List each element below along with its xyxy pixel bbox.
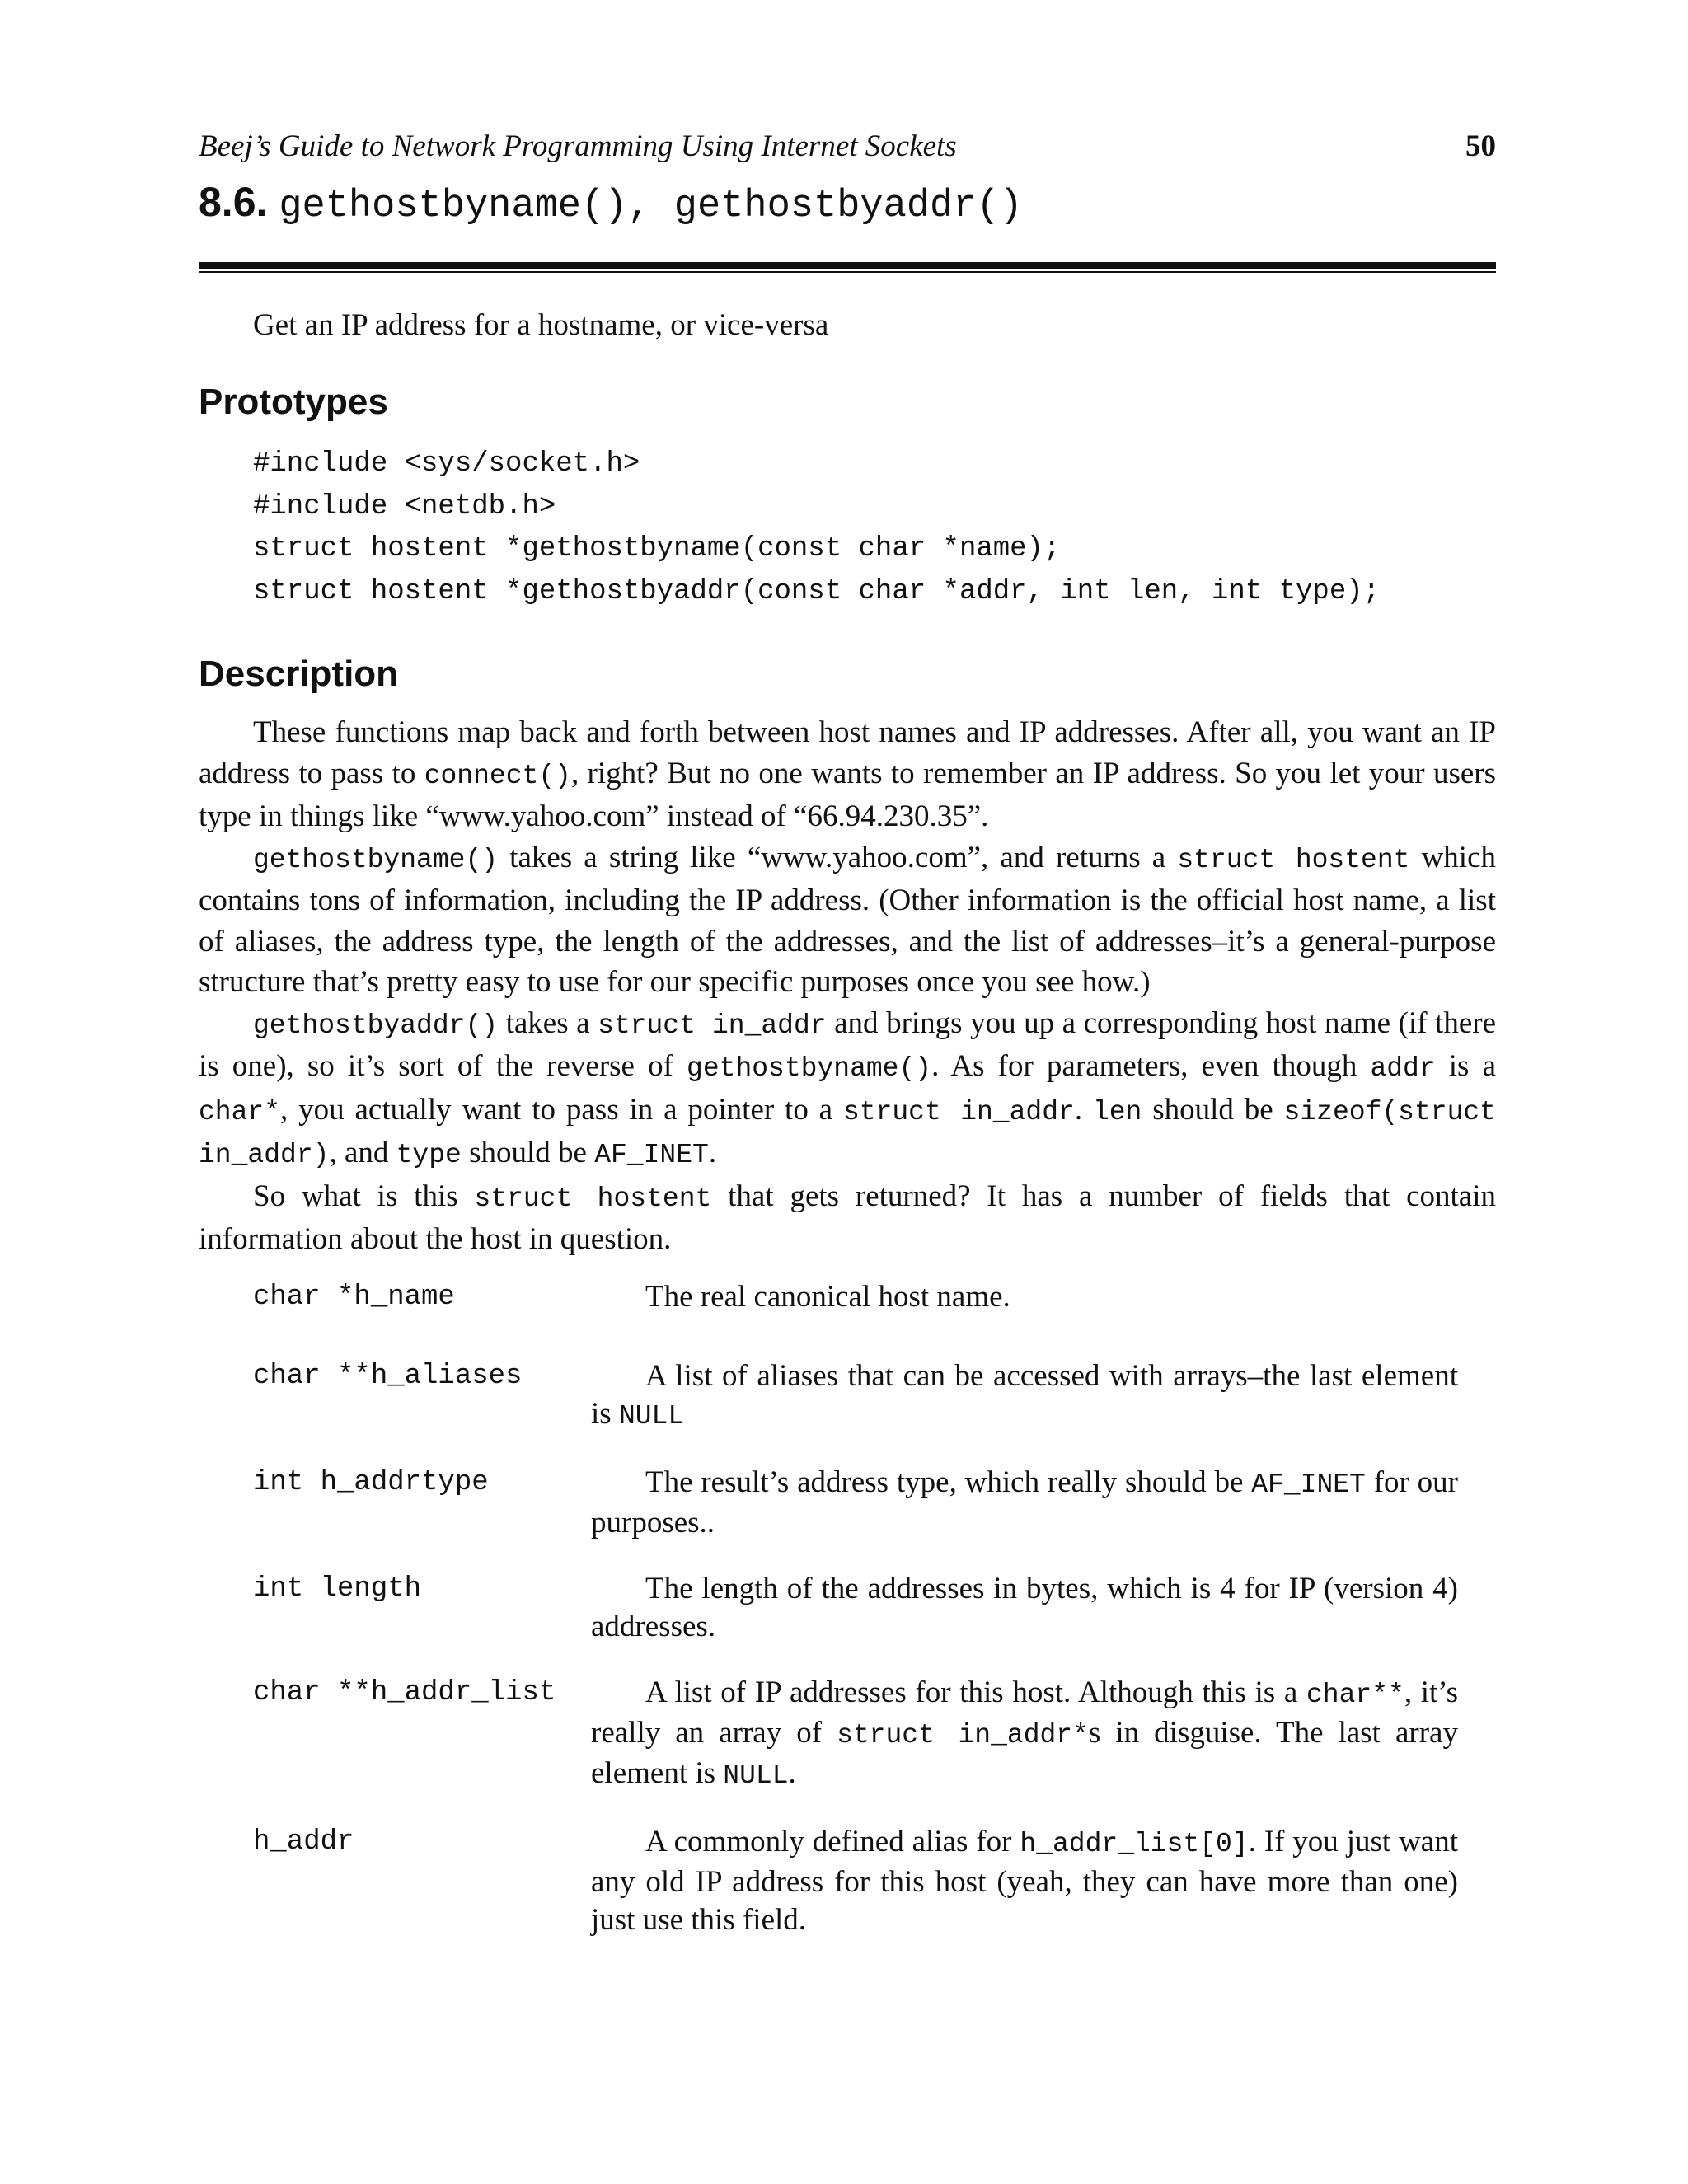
prototypes-heading: Prototypes — [199, 382, 388, 422]
title-rule-thin — [199, 271, 1496, 273]
running-header — [199, 124, 1496, 170]
text: A commonly defined alias for — [645, 1824, 1020, 1858]
text: takes a — [498, 1005, 598, 1040]
paragraph-3 — [199, 1003, 1496, 1176]
code-line: #include <sys/socket.h> — [253, 448, 640, 480]
text: . As for parameters, even though — [931, 1049, 1371, 1083]
text: s in disguise. The last array element is — [591, 1715, 1458, 1790]
section-title — [199, 175, 1496, 234]
text: The result’s address type, which really should be — [645, 1465, 1252, 1499]
field-row-h-name — [199, 1278, 1496, 1316]
text: . — [708, 1136, 717, 1169]
text: should be — [461, 1136, 595, 1169]
text: The length of the addresses in bytes, which is 4 for IP (version 4) addresses. — [591, 1571, 1458, 1643]
text: The real canonical host name. — [645, 1279, 1010, 1314]
code-term: gethostbyaddr() — [253, 1010, 499, 1041]
text: should be — [1142, 1092, 1284, 1127]
field-description — [591, 1464, 1458, 1542]
text: , and — [329, 1136, 396, 1169]
field-row-h-addr — [199, 1823, 1496, 1939]
text: which contains tons of information, including the IP address. (Other information is the official host name, a list of aliases, the address type, the length of the addresses, and the list of addresses–it’s a general-purpose structure that’s pretty easy to use for our specific purposes once you see how.) — [199, 840, 1496, 999]
code-term: type — [396, 1140, 462, 1170]
code-term: struct in_addr — [842, 1096, 1075, 1127]
code-line: #include <netdb.h> — [253, 490, 556, 523]
running-title: Beej’s Guide to Network Programming Using Internet Sockets — [199, 129, 957, 163]
field-name: char **h_addr_list — [253, 1676, 556, 1708]
text: is a — [1435, 1049, 1496, 1083]
field-name: char **h_aliases — [253, 1360, 523, 1392]
section-number: 8.6. — [199, 179, 268, 225]
text: , you actually want to pass in a pointer to a — [280, 1092, 843, 1127]
description-body — [199, 712, 1496, 1260]
code-term: struct hostent — [1177, 844, 1410, 875]
field-row-h-addr-list — [199, 1674, 1496, 1795]
code-term: struct hostent — [474, 1183, 712, 1214]
text: . — [1074, 1092, 1093, 1127]
prototypes-code — [199, 443, 1496, 613]
text: A list of IP addresses for this host. Although this is a — [645, 1675, 1306, 1709]
page — [199, 124, 1496, 1939]
field-name: char *h_name — [253, 1281, 455, 1313]
code-term: NULL — [723, 1760, 789, 1791]
text: These functions map back and forth between host names and IP addresses. After all, you want an IP address to pass to — [199, 715, 1496, 790]
hostent-field-list — [199, 1278, 1496, 1939]
field-row-h-addrtype — [199, 1464, 1496, 1542]
text: , it’s really an array of — [591, 1675, 1458, 1750]
code-term: struct in_addr — [598, 1010, 827, 1041]
field-name: int length — [253, 1572, 422, 1605]
page-number: 50 — [1465, 129, 1496, 163]
code-term: NULL — [618, 1400, 685, 1432]
text: takes a string like “www.yahoo.com”, and returns a — [498, 840, 1178, 874]
code-term: h_addr_list[0] — [1020, 1828, 1249, 1859]
code-term: addr — [1370, 1053, 1436, 1084]
text: for our purposes.. — [591, 1465, 1458, 1540]
code-line: struct hostent *gethostbyaddr(const char *addr, int len, int type); — [253, 575, 1381, 607]
code-term: sizeof(struct in_addr) — [199, 1096, 1496, 1170]
field-description — [591, 1278, 1458, 1316]
field-description — [591, 1357, 1458, 1436]
code-term: AF_INET — [594, 1140, 709, 1170]
paragraph-2 — [199, 837, 1496, 1003]
text: , right? But no one wants to remember an IP address. So you let your users type in things like “www.yahoo.com” instead of “66.94.230.35”. — [199, 756, 1496, 833]
title-rule-thick — [199, 262, 1496, 269]
field-description — [591, 1674, 1458, 1795]
paragraph-1 — [199, 712, 1496, 837]
field-row-h-aliases — [199, 1357, 1496, 1436]
field-row-length — [199, 1570, 1496, 1646]
field-name: int h_addrtype — [253, 1466, 489, 1498]
code-term: AF_INET — [1251, 1469, 1366, 1500]
text: A list of aliases that can be accessed with arrays–the last element is — [591, 1358, 1458, 1431]
code-term: gethostbyname() — [253, 844, 499, 875]
code-term: len — [1092, 1096, 1142, 1127]
field-description — [591, 1570, 1458, 1646]
summary-line: Get an IP address for a hostname, or vice-versa — [253, 308, 829, 342]
section-functions: gethostbyname(), gethostbyaddr() — [279, 185, 1023, 228]
code-line: struct hostent *gethostbyname(const char *name); — [253, 533, 1061, 565]
code-term: char* — [199, 1096, 281, 1127]
text: . — [788, 1755, 796, 1790]
text: . If you just want any old IP address for this host (yeah, they can have more than one) just use this field. — [591, 1824, 1458, 1937]
field-name: h_addr — [253, 1825, 354, 1858]
code-term: connect() — [424, 760, 571, 791]
code-term: struct in_addr* — [837, 1719, 1089, 1750]
code-term: char** — [1306, 1679, 1404, 1710]
paragraph-4 — [199, 1176, 1496, 1260]
field-description — [591, 1823, 1458, 1939]
text: So what is this — [253, 1179, 475, 1213]
description-heading: Description — [199, 654, 399, 694]
text: and brings you up a corresponding host name (if there is one), so it’s sort of the reverse of — [199, 1005, 1497, 1083]
text: that gets returned? It has a number of fields that contain information about the host in question. — [199, 1179, 1496, 1256]
code-term: gethostbyname() — [687, 1053, 932, 1084]
